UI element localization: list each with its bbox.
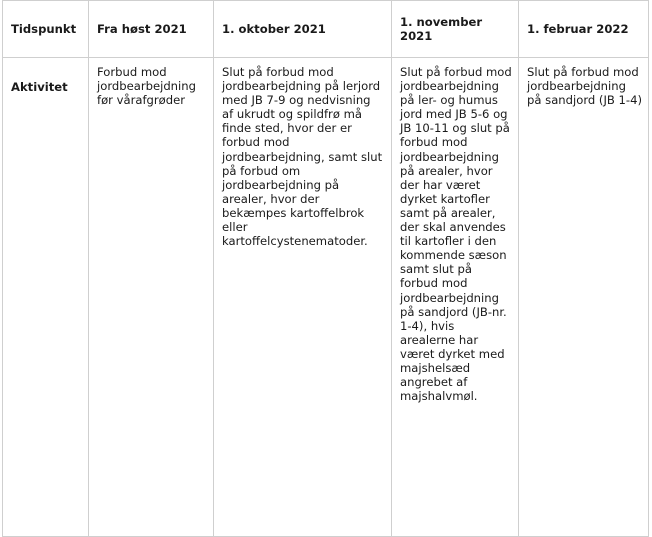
header-1-februar-2022: 1. februar 2022: [519, 1, 649, 58]
table-header: [3, 1, 649, 58]
cell-1-oktober-2021: Slut på forbud mod jordbearbejdning på lerjord med JB 7-9 og nedvisning af ukrudt og spildfrø må finde sted, hvor der er forbud mod jordbearbejdning, samt slut på forbud om jordbearbejdning på arealer, hvor der bekæmpes kartoffelbrok eller kartoffelcystenematoder.: [214, 58, 392, 537]
table-row: [3, 58, 649, 537]
header-tidspunkt: Tidspunkt: [3, 1, 89, 58]
header-1-november-2021: 1. november 2021: [392, 1, 519, 58]
header-1-oktober-2021: 1. oktober 2021: [214, 1, 392, 58]
cell-1-november-2021: Slut på forbud mod jordbearbejdning på ler- og humus jord med JB 5-6 og JB 10-11 og slut på forbud mod jordbearbejdning på arealer, hvor der har været dyrket kartofler samt på arealer, der skal anvendes til kartofler i den kommende sæson samt slut på forbud mod jordbearbejdning på sandjord (JB-nr. 1-4), hvis arealerne har været dyrket med majshelsæd angrebet af majshalvmøl.: [392, 58, 519, 537]
schedule-table: [2, 0, 649, 537]
table-body: [3, 58, 649, 537]
cell-1-februar-2022: Slut på forbud mod jordbearbejdning på sandjord (JB 1-4): [519, 58, 649, 537]
header-row: [3, 1, 649, 58]
header-fra-host-2021: Fra høst 2021: [89, 1, 214, 58]
cell-fra-host-2021: Forbud mod jordbearbejdning før vårafgrøder: [89, 58, 214, 537]
row-label-aktivitet: Aktivitet: [3, 58, 89, 537]
